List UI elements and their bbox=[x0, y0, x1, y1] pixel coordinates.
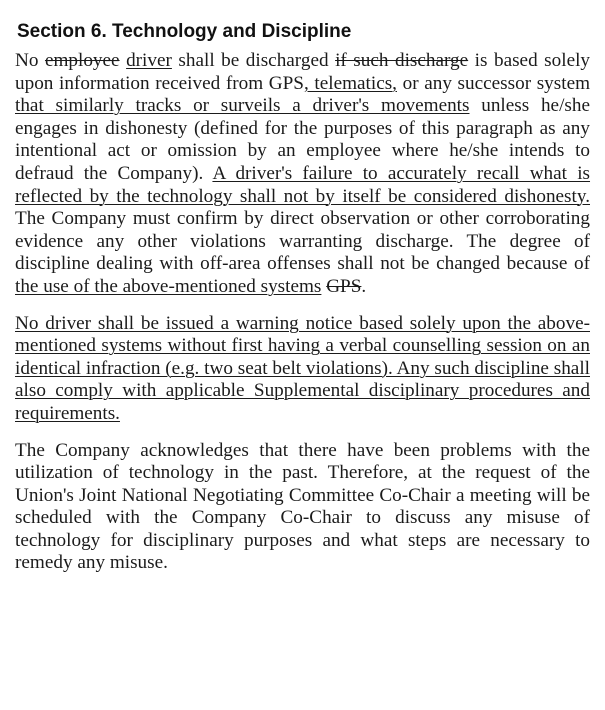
paragraph-warning-notice bbox=[12, 313, 590, 426]
inserted-text: the use of the above-mentioned systems bbox=[15, 275, 322, 297]
deleted-text: if such discharge bbox=[335, 50, 469, 71]
text-run: shall be discharged bbox=[171, 50, 336, 71]
text-run: is based solely upon information received from GPS bbox=[15, 50, 591, 94]
inserted-text: No driver shall be issued a warning notice based solely upon the above-mentioned systems without first having a verbal counselling session on an identical infraction (e.g. two seat belt violations). Any such discipline shall also comply with applicable Supplemental disciplinary procedures and requirements. bbox=[15, 312, 590, 424]
inserted-text: , telematics, bbox=[303, 72, 397, 94]
text-run: No bbox=[15, 50, 45, 71]
inserted-text: that similarly tracks or surveils a driver's movements bbox=[15, 95, 470, 117]
document-page bbox=[12, 20, 590, 575]
text-run: or any successor system bbox=[396, 72, 591, 94]
text-run: The Company acknowledges that there have been problems with the utilization of technology in the past. Therefore, at the request of the Union's Joint National Negotiating Committee Co-Chair a meeting will be scheduled with the Company Co-Chair to discuss any misuse of technology for disciplinary purposes and what steps are necessary to remedy any misuse. bbox=[15, 439, 590, 574]
paragraph-company-acknowledgement bbox=[12, 440, 590, 576]
deleted-text: GPS bbox=[326, 275, 362, 297]
paragraph-discharge-rule bbox=[12, 50, 590, 299]
text-run: unless he/she engages in dishonesty (defined for the purposes of this paragraph as any intentional act or omission by an employee where he/she intends to defraud the Company). bbox=[15, 95, 590, 184]
text-run: . bbox=[361, 275, 367, 297]
deleted-text: employee bbox=[44, 50, 120, 71]
section-title: Section 6. Technology and Discipline bbox=[17, 21, 352, 42]
text-run: The Company must confirm by direct observation or other corroborating evidence any other violations warranting discharge. The degree of discipline dealing with off-area offenses shall not be changed because of bbox=[15, 208, 590, 275]
inserted-text: A driver's failure to accurately recall what is reflected by the technology shall not by itself be considered dishonesty. bbox=[15, 162, 591, 207]
inserted-text: driver bbox=[126, 50, 172, 71]
